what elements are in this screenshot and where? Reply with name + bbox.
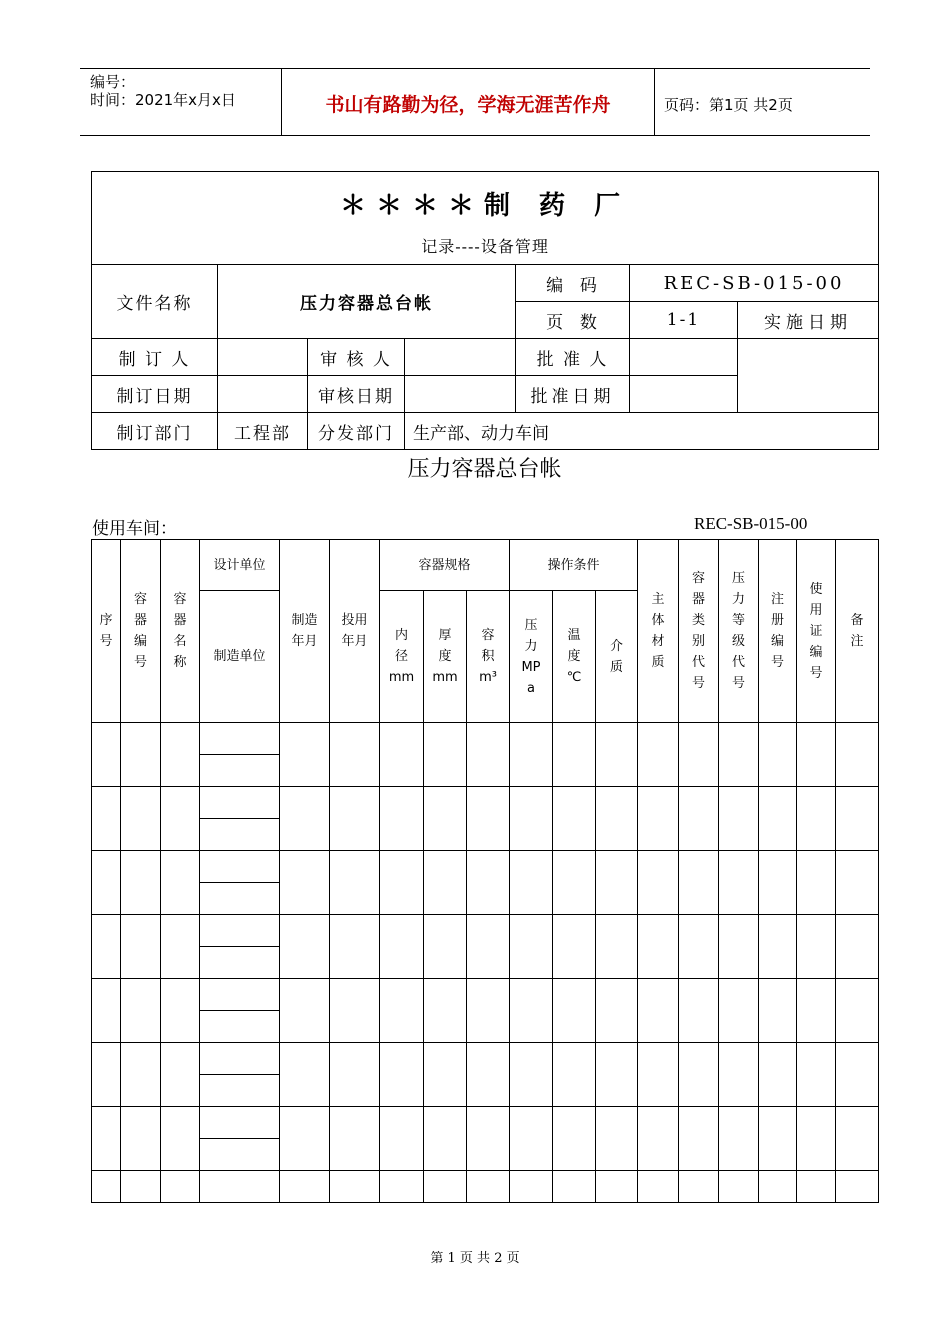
table-cell (679, 723, 719, 787)
table-cell (161, 1043, 200, 1107)
table-cell (280, 1171, 330, 1203)
header-slogan: 书山有路勤为径，学海无涯苦作舟 (325, 94, 611, 116)
table-cell (836, 915, 879, 979)
header-top-rule (80, 68, 870, 69)
ledger-doc-code: REC-SB-015-00 (694, 514, 808, 533)
table-cell (719, 787, 759, 851)
table-cell (380, 1171, 424, 1203)
col-category-header: 容 器 类 别 代 号 (679, 540, 719, 723)
table-cell (836, 979, 879, 1043)
pages-value: 1-1 (630, 302, 738, 339)
table-cell (200, 883, 280, 915)
table-cell (759, 979, 797, 1043)
table-row (92, 723, 879, 755)
table-cell (596, 979, 638, 1043)
table-cell (92, 851, 121, 915)
col-cert-no-header: 使 用 证 编 号 (797, 540, 836, 723)
table-cell (467, 787, 510, 851)
table-cell (719, 1043, 759, 1107)
table-cell (596, 723, 638, 787)
review-date-value (405, 376, 516, 413)
table-cell (200, 1043, 280, 1075)
table-cell (161, 915, 200, 979)
dept-value: 工程部 (218, 413, 308, 450)
impl-date-label: 实施日期 (738, 302, 879, 339)
table-cell (121, 1171, 161, 1203)
table-cell (596, 1171, 638, 1203)
header-code-label: 编号： (90, 73, 136, 91)
page-footer: 第 1 页 共 2 页 (430, 1251, 520, 1266)
table-cell (638, 851, 679, 915)
reviewer-label: 审 核 人 (308, 339, 405, 376)
table-cell (596, 1107, 638, 1171)
table-cell (510, 979, 553, 1043)
table-cell (553, 1043, 596, 1107)
header-page-info: 页码：第1页 共2页 (664, 96, 793, 114)
table-cell (679, 1107, 719, 1171)
table-cell (330, 1107, 380, 1171)
table-cell (380, 1043, 424, 1107)
table-cell (759, 1171, 797, 1203)
table-cell (759, 1043, 797, 1107)
table-cell (92, 1107, 121, 1171)
table-cell (161, 1107, 200, 1171)
col-pressure-grade-header: 压 力 等 级 代 号 (719, 540, 759, 723)
table-cell (380, 979, 424, 1043)
table-cell (92, 1043, 121, 1107)
table-cell (510, 851, 553, 915)
table-cell (121, 915, 161, 979)
table-cell (200, 1011, 280, 1043)
col-remark-header: 备 注 (836, 540, 879, 723)
table-cell (92, 723, 121, 787)
col-material-header: 主 体 材 质 (638, 540, 679, 723)
table-cell (280, 851, 330, 915)
table-cell (330, 979, 380, 1043)
table-cell (510, 915, 553, 979)
pressure-vessel-ledger-table (91, 539, 879, 1203)
col-thickness-header: 厚 度 mm (424, 591, 467, 723)
table-row (92, 1107, 879, 1139)
table-cell (200, 755, 280, 787)
table-cell (330, 723, 380, 787)
table-cell (638, 723, 679, 787)
table-cell (510, 1043, 553, 1107)
table-cell (467, 1171, 510, 1203)
table-cell (797, 915, 836, 979)
approve-date-value (630, 376, 738, 413)
col-mfg-unit-header: 制造单位 (200, 591, 280, 723)
table-cell (380, 1107, 424, 1171)
table-cell (679, 787, 719, 851)
table-row (92, 851, 879, 883)
workshop-label: 使用车间： (92, 519, 177, 539)
table-cell (759, 851, 797, 915)
table-cell (679, 979, 719, 1043)
table-cell (467, 915, 510, 979)
table-cell (510, 787, 553, 851)
table-cell (719, 915, 759, 979)
table-cell (200, 947, 280, 979)
table-cell (836, 1171, 879, 1203)
table-cell (280, 787, 330, 851)
table-cell (121, 979, 161, 1043)
table-cell (719, 979, 759, 1043)
table-cell (200, 787, 280, 819)
table-cell (92, 787, 121, 851)
table-cell (280, 1043, 330, 1107)
review-date-label: 审核日期 (308, 376, 405, 413)
ledger-title: 压力容器总台帐 (407, 457, 562, 482)
table-cell (553, 851, 596, 915)
table-cell (161, 979, 200, 1043)
table-cell (330, 787, 380, 851)
table-cell (679, 1171, 719, 1203)
table-cell (467, 851, 510, 915)
table-cell (836, 787, 879, 851)
table-cell (510, 1107, 553, 1171)
table-cell (200, 979, 280, 1011)
table-cell (679, 915, 719, 979)
code-label: 编 码 (516, 265, 630, 302)
table-cell (553, 787, 596, 851)
table-cell (161, 1171, 200, 1203)
table-cell (759, 1107, 797, 1171)
pages-label: 页 数 (516, 302, 630, 339)
header-time-label: 时间：2021年x月x日 (90, 91, 236, 109)
col-seq-header: 序 号 (92, 540, 121, 723)
table-cell (719, 851, 759, 915)
table-cell (510, 1171, 553, 1203)
table-cell (759, 915, 797, 979)
table-cell (424, 915, 467, 979)
col-mfg-date-header: 制造 年月 (280, 540, 330, 723)
reviewer-value (405, 339, 516, 376)
col-pressure-header: 压 力 MP a (510, 591, 553, 723)
table-cell (638, 1171, 679, 1203)
table-cell (380, 915, 424, 979)
table-cell (679, 1043, 719, 1107)
table-cell (161, 787, 200, 851)
author-date-value (218, 376, 308, 413)
table-row (92, 1043, 879, 1075)
author-value (218, 339, 308, 376)
table-cell (553, 915, 596, 979)
table-cell (467, 979, 510, 1043)
col-temperature-header: 温 度 ℃ (553, 591, 596, 723)
table-cell (330, 915, 380, 979)
table-cell (92, 1171, 121, 1203)
table-cell (596, 851, 638, 915)
table-cell (200, 723, 280, 755)
table-cell (797, 1171, 836, 1203)
table-cell (836, 1043, 879, 1107)
distribute-label: 分发部门 (308, 413, 405, 450)
table-cell (161, 851, 200, 915)
dept-label: 制订部门 (92, 413, 218, 450)
table-cell (330, 851, 380, 915)
table-cell (679, 851, 719, 915)
table-row (92, 915, 879, 947)
col-reg-no-header: 注 册 编 号 (759, 540, 797, 723)
table-row (92, 979, 879, 1011)
table-cell (797, 851, 836, 915)
approver-label: 批 准 人 (516, 339, 630, 376)
table-cell (280, 1107, 330, 1171)
table-cell (121, 1043, 161, 1107)
impl-date-value (738, 339, 879, 413)
col-vessel-no-header: 容 器 编 号 (121, 540, 161, 723)
table-cell (638, 787, 679, 851)
table-cell (121, 851, 161, 915)
approve-date-label: 批准日期 (516, 376, 630, 413)
factory-name: ＊＊＊＊制 药 厂 (339, 190, 631, 221)
table-row (92, 1171, 879, 1203)
table-cell (92, 979, 121, 1043)
table-cell (424, 723, 467, 787)
table-cell (280, 723, 330, 787)
table-cell (424, 979, 467, 1043)
table-cell (380, 723, 424, 787)
table-cell (797, 787, 836, 851)
table-cell (161, 723, 200, 787)
table-cell (553, 979, 596, 1043)
table-cell (424, 851, 467, 915)
table-cell (330, 1043, 380, 1107)
table-cell (200, 915, 280, 947)
distribute-value: 生产部、动力车间 (405, 413, 879, 450)
col-design-unit-header: 设计单位 (200, 540, 280, 591)
col-volume-header: 容 积 m³ (467, 591, 510, 723)
table-cell (467, 1043, 510, 1107)
document-info-table (91, 171, 879, 450)
table-cell (330, 1171, 380, 1203)
approver-value (630, 339, 738, 376)
table-cell (553, 723, 596, 787)
table-cell (380, 851, 424, 915)
table-cell (836, 723, 879, 787)
table-cell (797, 723, 836, 787)
table-cell (467, 1107, 510, 1171)
record-subtitle: 记录----设备管理 (421, 237, 549, 257)
author-label: 制 订 人 (92, 339, 218, 376)
table-cell (121, 723, 161, 787)
table-cell (759, 787, 797, 851)
table-cell (380, 787, 424, 851)
table-cell (836, 1107, 879, 1171)
col-inner-dia-header: 内 径 mm (380, 591, 424, 723)
table-cell (836, 851, 879, 915)
table-cell (200, 1075, 280, 1107)
author-date-label: 制订日期 (92, 376, 218, 413)
table-cell (510, 723, 553, 787)
table-cell (638, 915, 679, 979)
header-divider-right (654, 68, 655, 135)
table-cell (92, 915, 121, 979)
table-cell (638, 979, 679, 1043)
table-cell (719, 1107, 759, 1171)
header-bottom-rule (80, 135, 870, 136)
file-name-value: 压力容器总台帐 (218, 265, 516, 339)
table-cell (424, 1171, 467, 1203)
table-cell (638, 1043, 679, 1107)
table-cell (200, 1139, 280, 1171)
table-cell (200, 851, 280, 883)
table-cell (719, 1171, 759, 1203)
table-cell (553, 1171, 596, 1203)
table-cell (719, 723, 759, 787)
code-value: REC-SB-015-00 (630, 265, 879, 302)
table-cell (121, 1107, 161, 1171)
table-cell (200, 1171, 280, 1203)
table-cell (424, 1043, 467, 1107)
table-cell (280, 915, 330, 979)
table-cell (121, 787, 161, 851)
col-operating-header: 操作条件 (510, 540, 638, 591)
table-cell (797, 979, 836, 1043)
table-cell (638, 1107, 679, 1171)
table-row (92, 787, 879, 819)
table-cell (424, 1107, 467, 1171)
table-cell (553, 1107, 596, 1171)
table-cell (280, 979, 330, 1043)
table-cell (596, 915, 638, 979)
table-cell (596, 787, 638, 851)
table-cell (424, 787, 467, 851)
col-spec-header: 容器规格 (380, 540, 510, 591)
table-cell (759, 723, 797, 787)
col-vessel-name-header: 容 器 名 称 (161, 540, 200, 723)
col-medium-header: 介 质 (596, 591, 638, 723)
table-cell (596, 1043, 638, 1107)
table-cell (797, 1043, 836, 1107)
table-cell (200, 1107, 280, 1139)
table-cell (200, 819, 280, 851)
file-name-label: 文件名称 (92, 265, 218, 339)
table-cell (797, 1107, 836, 1171)
col-use-date-header: 投用 年月 (330, 540, 380, 723)
table-cell (467, 723, 510, 787)
